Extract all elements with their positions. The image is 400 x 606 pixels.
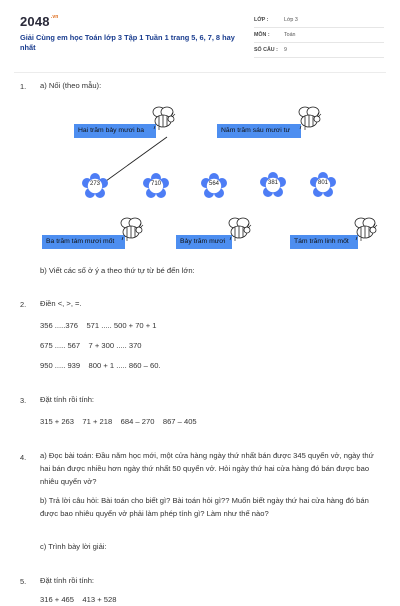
document-title: Giải Cùng em học Toán lớp 3 Tập 1 Tuần 1 trang 5, 6, 7, 8 hay nhất xyxy=(20,33,235,52)
q2-row-1: 356 .....376 571 ..... 500 + 70 + 1 xyxy=(40,321,157,330)
q2-row-3: 950 ..... 939 800 + 1 ..... 860 – 60. xyxy=(40,361,161,370)
q4-number: 4. xyxy=(20,453,27,462)
bottom-box-2: Bảy trăm mươi xyxy=(176,235,232,249)
q1-a-label: a) Nối (theo mẫu): xyxy=(40,81,102,90)
q5-row: 316 + 465 413 + 528 xyxy=(40,595,117,604)
q4-c-text: c) Trình bày lời giải: xyxy=(40,542,107,551)
q2-row-2: 675 ..... 567 7 + 300 ..... 370 xyxy=(40,341,142,350)
flower-number: 381 xyxy=(267,180,278,186)
bottom-box-3: Tám trăm linh mốt xyxy=(290,235,358,249)
flower-number: 710 xyxy=(150,181,161,187)
flower-273 xyxy=(82,173,108,199)
flower-710 xyxy=(143,173,169,199)
meta-count-key: SỐ CÂU : xyxy=(254,47,278,53)
flower-number: 801 xyxy=(317,180,328,186)
q3-row: 315 + 263 71 + 218 684 – 270 867 – 405 xyxy=(40,417,197,426)
q5-title: Đặt tính rồi tính: xyxy=(40,576,95,585)
meta-grade-key: LỚP : xyxy=(254,17,269,23)
q1-b-label: b) Viết các số ở ý a theo thứ tự từ bé đến lớn: xyxy=(40,266,195,275)
q3-title: Đặt tính rồi tính: xyxy=(40,395,95,404)
flower-564 xyxy=(201,173,227,199)
bee-icon xyxy=(150,106,176,130)
flower-381 xyxy=(260,172,286,198)
flower-number: 564 xyxy=(208,181,219,187)
bee-icon xyxy=(118,217,144,241)
meta-grade-value: Lớp 3 xyxy=(284,17,298,23)
top-box-1: Hai trăm bảy mươi ba xyxy=(74,124,156,138)
q1-number: 1. xyxy=(20,82,27,91)
bee-icon xyxy=(296,106,322,130)
flower-number: 273 xyxy=(89,181,100,187)
q5-number: 5. xyxy=(20,577,27,586)
bee-icon xyxy=(352,217,378,241)
top-box-2: Năm trăm sáu mươi tư xyxy=(217,124,301,138)
meta-count-value: 9 xyxy=(284,47,287,53)
bee-icon xyxy=(226,217,252,241)
meta-subject-value: Toán xyxy=(284,32,296,38)
bottom-box-1: Ba trăm tám mươi mốt xyxy=(42,235,125,249)
logo-text: 2048 xyxy=(20,14,50,29)
q2-number: 2. xyxy=(20,300,27,309)
flower-801 xyxy=(310,172,336,198)
q4-b-text: b) Trả lời câu hỏi: Bài toán cho biết gì? Bài toán hỏi gì?? Muốn biết ngày thứ hai cửa hàng đó bán được bao nhiêu quyển vở phải làm phép tính gì? Làm như thế nào? xyxy=(40,496,369,518)
logo-suffix: .vn xyxy=(50,14,59,20)
meta-subject-key: MÔN : xyxy=(254,32,270,38)
q4-a-text: a) Đọc bài toán: Đầu năm học mới, một cửa hàng ngày thứ nhất bán được 345 quyển vở, ngày thứ hai bán được nhiều hơn ngày thứ nhất 50 quyển vở. Hỏi ngày thứ hai cửa hàng đó bán được bao nhiêu quyển vở? xyxy=(40,451,374,486)
q2-title: Điền <, >, =. xyxy=(40,299,82,308)
q3-number: 3. xyxy=(20,396,27,405)
